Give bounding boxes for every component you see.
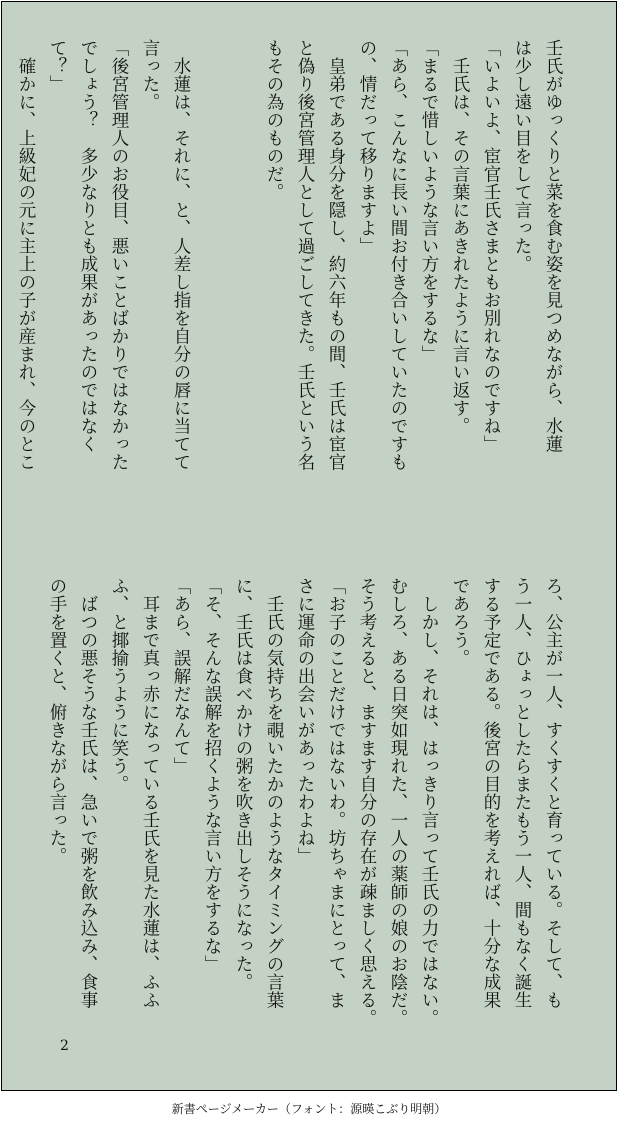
- text-line: ばつの悪そうな壬氏は、急いで粥を飲み込み、食事: [78, 577, 98, 1009]
- text-line: そう考えると、ますます自分の存在が疎ましく思える。: [357, 577, 377, 1027]
- text-line: 「まるで惜しいような言い方をするな」: [419, 39, 439, 363]
- text-line: [196, 39, 227, 519]
- text-line: であろう。: [450, 577, 470, 667]
- text-line: する予定である。後宮の目的を考えれば、十分な成果: [481, 577, 501, 1009]
- text-line: に、壬氏は食べかけの粥を吹き出しそうになった。: [233, 577, 253, 991]
- text-line: は少し遠い目をして言った。: [512, 39, 532, 273]
- text-line: と偽り後宮管理人として過ごしてきた。壬氏という名: [295, 39, 315, 471]
- page-number: 2: [60, 1038, 69, 1054]
- text-line: 「あら、誤解だなんて」: [171, 577, 191, 775]
- text-line: 壬氏は、その言葉にあきれたように言い返す。: [450, 39, 470, 435]
- book-page: [1, 1, 617, 1091]
- text-line: 「お子のことだけではないわ。坊ちゃまにとって、ま: [326, 577, 346, 1009]
- text-line: でしょう？ 多少なりとも成果があったのではなく: [78, 39, 98, 453]
- text-line: 確かに、上級妃の元に主上の子が産まれ、今のとこ: [16, 39, 36, 471]
- text-line: さに運命の出会いがあったわよね」: [295, 577, 315, 865]
- text-line: ろ、公主が一人、すくすくと育っている。そして、も: [543, 577, 563, 1009]
- text-line: 耳まで真っ赤になっている壬氏を見た水蓮は、ふふ: [140, 577, 160, 1009]
- text-line: むしろ、ある日突如現れた、一人の薬師の娘のお陰だ。: [388, 577, 408, 1027]
- text-line: 「そ、そんな誤解を招くような言い方をするな」: [202, 577, 222, 973]
- text-block-upper: [16, 39, 568, 519]
- text-line: 「いよいよ、宦官壬氏さまともお別れなのですね」: [481, 39, 501, 453]
- text-line: 皇弟である身分を隠し、約六年もの間、壬氏は宦官: [326, 39, 346, 471]
- text-block-lower: [48, 577, 568, 1057]
- text-line: ふ、と揶揄うように笑う。: [109, 577, 129, 793]
- text-line: て？」: [47, 39, 67, 93]
- text-line: 壬氏の気持ちを覗いたかのようなタイミングの言葉: [264, 577, 284, 1009]
- text-line: [227, 39, 258, 519]
- text-line: もその為のものだ。: [264, 39, 284, 201]
- text-line: 水蓮は、それに、と、人差し指を自分の唇に当てて: [171, 39, 191, 471]
- text-line: う一人、ひょっとしたらまたもう一人、間もなく誕生: [512, 577, 532, 1009]
- text-line: 「後宮管理人のお役目、悪いことばかりではなかった: [109, 39, 129, 471]
- text-line: の、情だって移りますよ」: [357, 39, 377, 255]
- text-line: 言った。: [140, 39, 160, 111]
- footer-caption: 新書ページメーカー（フォント：源暎こぶり明朝）: [171, 1102, 447, 1116]
- text-line: の手を置くと、俯きながら言った。: [47, 577, 67, 865]
- text-line: しかし、それは、はっきり言って壬氏の力ではない。: [419, 577, 439, 1027]
- text-line: 「あら、こんなに長い間お付き合いしていたのですも: [388, 39, 408, 471]
- text-line: 壬氏がゆっくりと菜を食む姿を見つめながら、水蓮: [543, 39, 563, 453]
